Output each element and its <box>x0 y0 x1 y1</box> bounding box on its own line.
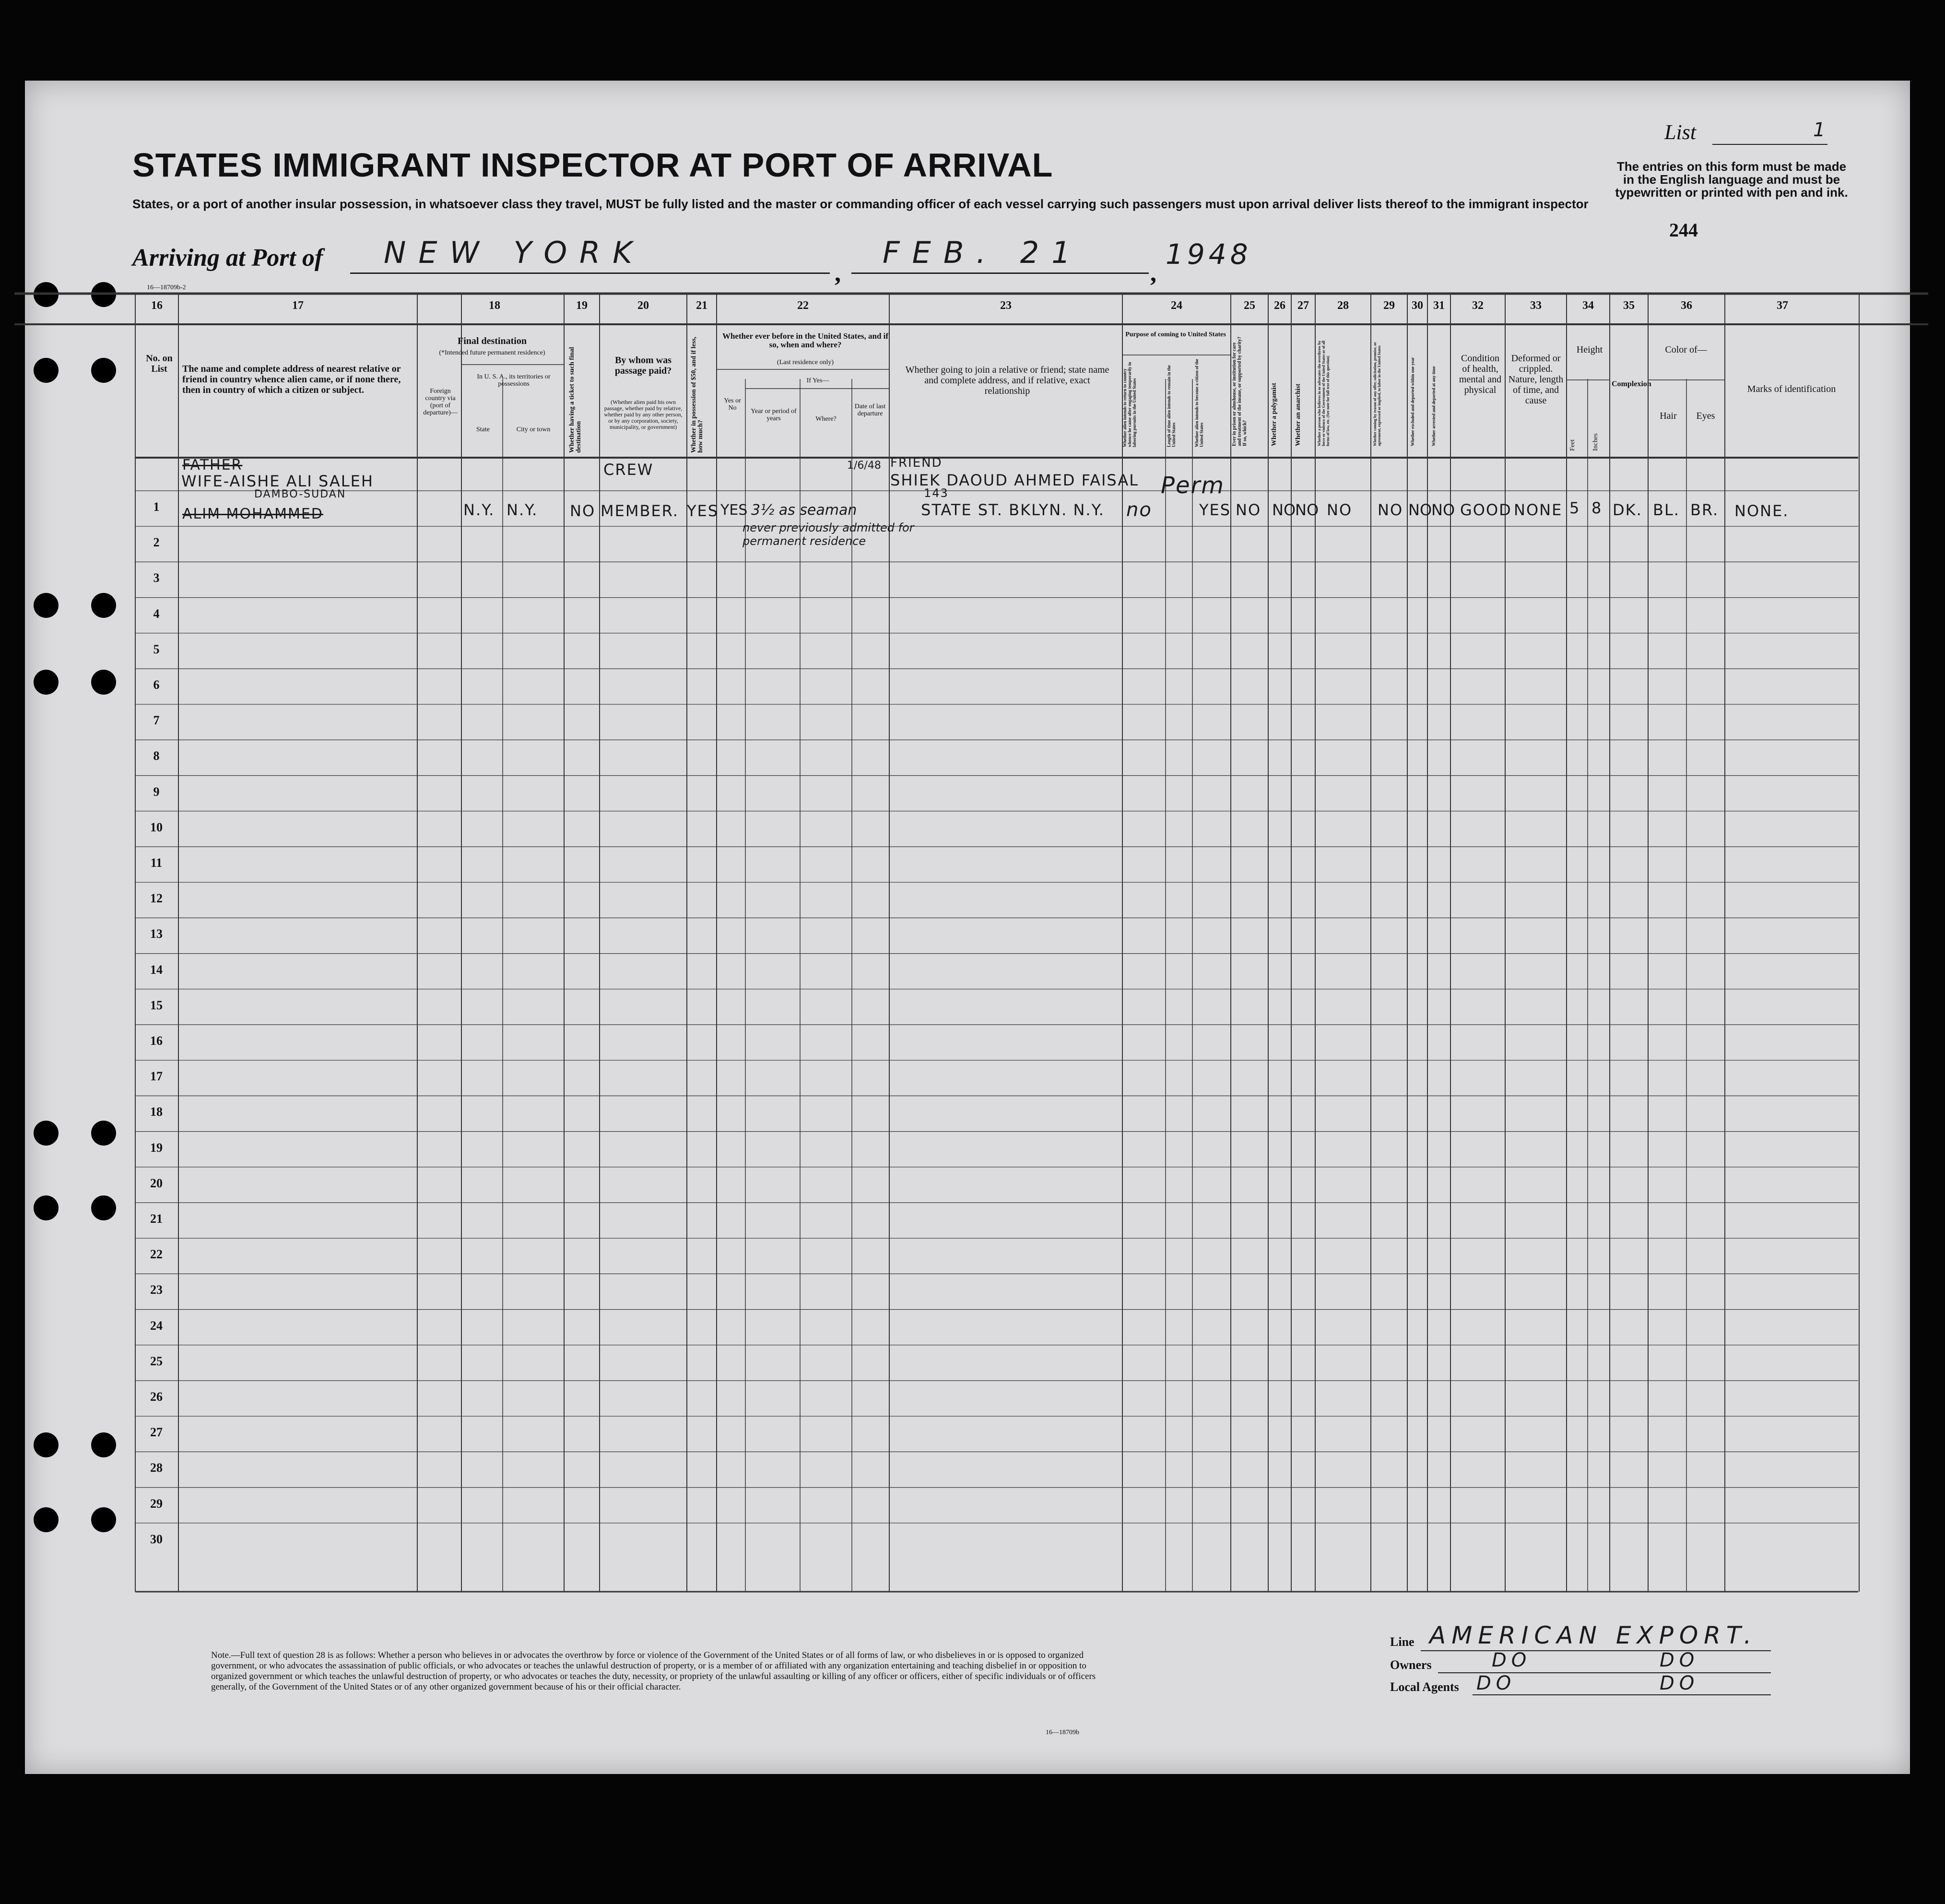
port-underline <box>350 272 830 274</box>
row-number-17: 17 <box>150 1069 163 1084</box>
join-number: 143 <box>924 486 949 500</box>
header-ticket: Whether having a ticket to such final destination <box>568 347 582 453</box>
column-number-34: 34 <box>1582 299 1594 312</box>
local-agents-value-1: DO <box>1476 1672 1516 1694</box>
header-anarchist: Whether an anarchist <box>1295 383 1302 446</box>
column-number-24: 24 <box>1171 299 1182 312</box>
header-height: Height <box>1576 344 1603 355</box>
row-number-24: 24 <box>150 1318 163 1333</box>
header-intends-to-return: Whether alien intends to return to country whence he came after engaging temporarily in laboring pursuits in the United States <box>1122 362 1137 447</box>
list-label: List <box>1664 120 1697 144</box>
header-complexion: Complexion <box>1612 380 1651 388</box>
column-number-33: 33 <box>1530 299 1542 312</box>
row-number-1: 1 <box>153 500 160 514</box>
header-in-usa: In U. S. A., its territories or possessions <box>477 373 551 388</box>
question-28-note: Note.—Full text of question 28 is as follows: Whether a person who believes in or advocates the overthrow by force or violence of the Government of the United States or of all forms of law, or who disbelieves in or is opposed to organized government, or who advocates the assassination of public officials, or who advocates or teaches the unlawful destruction of property, or is a member of or affiliated with any organization entertaining and teaching disbelief in or opposition to organized government or which teaches the unlawful destruction of property, or who advocates or teaches the duty, necessity, or propriety of the unlawful assaulting or killing of any officer or officers, either of specific individuals or of officers generally, of the Government of the United States or of any other organized government because of his or their official character. <box>211 1650 1096 1692</box>
header-marks: Marks of identification <box>1747 384 1836 394</box>
q28-value: NO <box>1327 501 1353 519</box>
return-intent: no <box>1126 499 1152 521</box>
height-inches: 8 <box>1591 499 1603 517</box>
header-possession-50: Whether in possession of $50, and if less, how much? <box>690 336 704 453</box>
health-value: GOOD <box>1460 501 1512 519</box>
column-number-23: 23 <box>1000 299 1012 312</box>
arrival-date: FEB. 21 <box>883 235 1083 270</box>
list-underline <box>1712 144 1827 145</box>
row-number-4: 4 <box>153 606 160 621</box>
header-q30: Whether excluded and deported within one year <box>1410 357 1415 446</box>
header-ever-before: Whether ever before in the United States, and if so, when and where? <box>722 331 889 349</box>
port-of-arrival: NEW YORK <box>384 235 645 270</box>
header-color-of: Color of— <box>1665 344 1707 355</box>
length-of-stay: Perm <box>1161 472 1225 499</box>
row-number-25: 25 <box>150 1354 163 1368</box>
form-code-bottom: 16—18709b <box>1046 1729 1079 1736</box>
header-passage-paid-note: (Whether alien paid his own passage, whether paid by relative, whether paid by any other person, or by any corporation, society, municipality, or government) <box>604 399 683 430</box>
header-no-on-list: No. on List <box>146 353 173 374</box>
dest-city: N.Y. <box>507 501 538 519</box>
last-departure: 1/6/48 <box>847 460 881 472</box>
header-date-last-departure: Date of last departure <box>854 403 886 417</box>
header-q28: Whether a person who believes in or advocates the overthrow by force or violence of the Government of the United States or of all forms of law, etc. (See note for full text of this question) <box>1317 341 1330 446</box>
comma-separator-2: , <box>1150 260 1156 287</box>
row-number-13: 13 <box>150 927 163 941</box>
q30-value: NO <box>1408 501 1432 519</box>
column-number-17: 17 <box>292 299 304 312</box>
row-number-15: 15 <box>150 998 163 1012</box>
polygamist-value: NO <box>1272 501 1296 519</box>
period-note: never previously admitted for permanent residence <box>743 521 914 548</box>
owners-value-1: DO <box>1492 1649 1532 1671</box>
column-number-21: 21 <box>696 299 707 312</box>
row-number-18: 18 <box>150 1105 163 1119</box>
column-number-36: 36 <box>1681 299 1692 312</box>
form-code-top: 16—18709b-2 <box>147 284 186 291</box>
height-feet: 5 <box>1569 499 1580 517</box>
column-number-27: 27 <box>1297 299 1309 312</box>
list-number: 1 <box>1813 119 1827 141</box>
header-polygamist: Whether a polygamist <box>1271 383 1278 446</box>
row-number-28: 28 <box>150 1461 163 1475</box>
row-number-8: 8 <box>153 749 160 763</box>
row-number-6: 6 <box>153 678 160 692</box>
row-number-26: 26 <box>150 1390 163 1404</box>
column-number-22: 22 <box>797 299 809 312</box>
column-number-26: 26 <box>1274 299 1285 312</box>
header-prison: Ever in prison or almshouse, or institution for care and treatment of the insane, or supported by charity? If so, which? <box>1232 336 1248 446</box>
header-final-destination: Final destination <box>458 336 527 346</box>
line-value: AMERICAN EXPORT. <box>1429 1621 1757 1649</box>
row-number-11: 11 <box>150 856 163 870</box>
local-agents-label: Local Agents <box>1390 1680 1459 1694</box>
row-number-2: 2 <box>153 535 160 550</box>
date-underline <box>851 272 1149 274</box>
q31-value: NO <box>1431 501 1455 519</box>
join-name: SHIEK DAOUD AHMED FAISAL <box>890 471 1139 489</box>
column-number-29: 29 <box>1383 299 1395 312</box>
row-number-19: 19 <box>150 1140 163 1155</box>
line-underline <box>1421 1650 1771 1651</box>
row-number-23: 23 <box>150 1283 163 1297</box>
owners-value-2: DO <box>1660 1649 1699 1671</box>
column-number-32: 32 <box>1472 299 1484 312</box>
row-number-20: 20 <box>150 1176 163 1190</box>
header-foreign-country: Foreign country via (port of departure)— <box>423 388 458 416</box>
header-health: Condition of health, mental and physical <box>1459 353 1502 395</box>
column-number-35: 35 <box>1623 299 1635 312</box>
header-inches: Inches <box>1592 433 1599 451</box>
header-hair: Hair <box>1660 411 1677 421</box>
row-number-5: 5 <box>153 642 160 656</box>
page-subtitle: States, or a port of another insular possession, in whatsoever class they travel, MUST be fully listed and the master or commanding officer of each vessel carrying such passengers must upon arrival deliver lists thereof to the immigrant inspector <box>132 197 1589 211</box>
row-number-22: 22 <box>150 1247 163 1262</box>
row-number-9: 9 <box>153 784 160 799</box>
row-number-14: 14 <box>150 962 163 977</box>
sheet-number: 244 <box>1669 219 1698 241</box>
arrival-year: 1948 <box>1166 238 1252 271</box>
arriving-label: Arriving at Port of <box>132 244 323 272</box>
column-number-37: 37 <box>1777 299 1788 312</box>
relative-struck: FATHER <box>182 457 243 473</box>
column-number-31: 31 <box>1433 299 1445 312</box>
before-in-us: YES <box>720 502 748 519</box>
passage-paid-2: MEMBER. <box>601 502 679 520</box>
column-number-28: 28 <box>1337 299 1349 312</box>
header-city-or-town: City or town <box>516 426 551 433</box>
header-nearest-relative: The name and complete address of nearest relative or friend in country whence alien came, or if none there, then in country of which a citizen or subject. <box>182 364 401 395</box>
header-going-to-join: Whether going to join a relative or friend; state name and complete address, and if relative, exact relationship <box>905 365 1109 396</box>
hair-value: BL. <box>1653 501 1680 519</box>
row-number-12: 12 <box>150 891 163 906</box>
complexion-value: DK. <box>1613 501 1642 519</box>
row-number-3: 3 <box>153 571 160 585</box>
nearest-relative: WIFE-AISHE ALI SALEH <box>181 472 374 490</box>
prison-value: NO <box>1236 501 1261 519</box>
row-number-30: 30 <box>150 1532 163 1546</box>
ticket-value: NO <box>570 502 596 520</box>
deformed-value: NONE <box>1514 501 1563 519</box>
join-address: STATE ST. BKLYN. N.Y. <box>921 501 1105 519</box>
column-number-19: 19 <box>576 299 588 312</box>
dest-state: N.Y. <box>463 501 495 519</box>
header-state: State <box>476 426 490 433</box>
header-eyes: Eyes <box>1696 411 1715 421</box>
become-citizen: YES <box>1199 501 1231 519</box>
owners-label: Owners <box>1390 1658 1432 1672</box>
header-length-of-time: Length of time alien intends to remain in the United States <box>1167 365 1176 447</box>
eyes-value: BR. <box>1690 501 1719 519</box>
row-number-21: 21 <box>150 1212 163 1226</box>
header-if-yes: If Yes— <box>806 377 829 384</box>
join-relation: FRIEND <box>890 456 943 470</box>
header-passage-paid: By whom was passage paid? <box>614 355 672 376</box>
marks-value: NONE. <box>1734 502 1789 520</box>
comma-separator: , <box>835 260 841 287</box>
row-number-16: 16 <box>150 1034 163 1048</box>
passage-paid-1: CREW <box>603 461 654 479</box>
header-yes-or-no: Yes or No <box>724 397 741 412</box>
anarchist-value: NO <box>1295 501 1319 519</box>
has-50-value: YES <box>687 502 719 520</box>
column-number-16: 16 <box>151 299 163 312</box>
q29-value: NO <box>1378 501 1403 519</box>
column-number-18: 18 <box>489 299 500 312</box>
row-number-29: 29 <box>150 1496 163 1511</box>
column-number-25: 25 <box>1244 299 1255 312</box>
header-purpose: Purpose of coming to United States <box>1125 331 1226 338</box>
header-year-or-period: Year or period of years <box>751 408 797 422</box>
period-of-years: 3½ as seaman <box>751 502 857 519</box>
header-q29: Whether coming by reason of any offer, solicitation, promise, or agreement, expressed or implied, to labor in the United States <box>1373 342 1381 446</box>
relative-address: DAMBO-SUDAN <box>254 488 346 500</box>
form-instructions: The entries on this form must be made in the English language and must be typewritten or printed with pen and ink. <box>1615 159 1848 200</box>
header-ever-before-note: (Last residence only) <box>777 359 834 366</box>
row-number-27: 27 <box>150 1425 163 1440</box>
column-number-30: 30 <box>1412 299 1423 312</box>
page-title: STATES IMMIGRANT INSPECTOR AT PORT OF ARRIVAL <box>132 146 1053 184</box>
header-final-destination-note: (*Intended future permanent residence) <box>439 349 545 356</box>
header-q31: Whether arrested and deported at any time <box>1431 366 1436 446</box>
relative-struck-2: ALIM MOHAMMED <box>182 506 323 522</box>
row-number-10: 10 <box>150 820 163 834</box>
local-agents-underline <box>1473 1694 1771 1695</box>
header-feet: Feet <box>1569 439 1576 451</box>
header-become-citizen: Whether alien intends to become a citizen of the United States <box>1194 359 1204 447</box>
column-number-20: 20 <box>637 299 649 312</box>
header-where: Where? <box>815 415 837 423</box>
header-deformed: Deformed or crippled. Nature, length of time, and cause <box>1508 353 1564 406</box>
row-number-7: 7 <box>153 713 160 728</box>
local-agents-value-2: DO <box>1660 1672 1699 1694</box>
line-label: Line <box>1390 1635 1415 1649</box>
